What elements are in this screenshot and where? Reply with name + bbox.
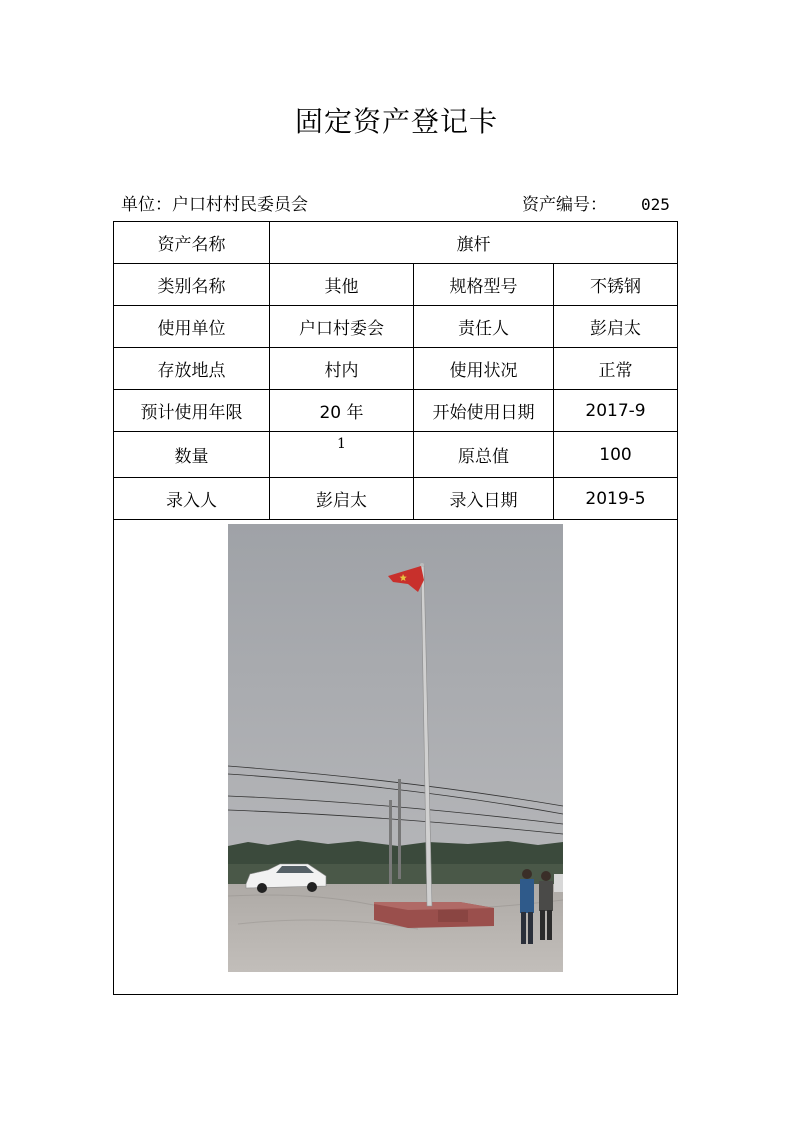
table-row — [114, 306, 678, 348]
category-label: 类别名称 — [114, 264, 270, 306]
asset-card-table — [113, 221, 678, 995]
entry-person-value: 彭启太 — [270, 478, 414, 520]
spec-value: 不锈钢 — [554, 264, 678, 306]
status-value: 正常 — [554, 348, 678, 390]
person-value: 彭启太 — [554, 306, 678, 348]
entry-date-label: 录入日期 — [414, 478, 554, 520]
ground — [228, 884, 563, 972]
location-label: 存放地点 — [114, 348, 270, 390]
entry-person-label: 录入人 — [114, 478, 270, 520]
table-row — [114, 264, 678, 306]
status-label: 使用状况 — [414, 348, 554, 390]
page-title: 固定资产登记卡 — [294, 105, 498, 138]
quantity-value: 1 — [270, 432, 414, 478]
unit-label: 单位：户口村村民委员会 — [121, 195, 308, 215]
original-value-label: 原总值 — [414, 432, 554, 478]
table-row — [114, 348, 678, 390]
asset-number-label: 资产编号： — [522, 195, 607, 215]
category-value: 其他 — [270, 264, 414, 306]
asset-number — [522, 190, 670, 215]
asset-name-label: 资产名称 — [114, 222, 270, 264]
flagpole-photo — [228, 524, 563, 972]
table-row — [114, 520, 678, 995]
user-unit-label: 使用单位 — [114, 306, 270, 348]
user-unit-value: 户口村委会 — [270, 306, 414, 348]
spec-label: 规格型号 — [414, 264, 554, 306]
start-date-value: 2017-9 — [554, 390, 678, 432]
asset-number-value: 025 — [641, 195, 670, 214]
utility-pole — [398, 779, 401, 879]
flag-platform — [374, 902, 494, 928]
photo-cell — [114, 520, 678, 995]
start-date-label: 开始使用日期 — [414, 390, 554, 432]
table-row — [114, 390, 678, 432]
location-value: 村内 — [270, 348, 414, 390]
entry-date-value: 2019-5 — [554, 478, 678, 520]
table-row — [114, 222, 678, 264]
person-label: 责任人 — [414, 306, 554, 348]
life-label: 预计使用年限 — [114, 390, 270, 432]
quantity-label: 数量 — [114, 432, 270, 478]
life-value: 20 年 — [270, 390, 414, 432]
table-row — [114, 432, 678, 478]
original-value-value: 100 — [554, 432, 678, 478]
utility-pole — [389, 800, 392, 884]
asset-name-value: 旗杆 — [270, 222, 678, 264]
table-row — [114, 478, 678, 520]
